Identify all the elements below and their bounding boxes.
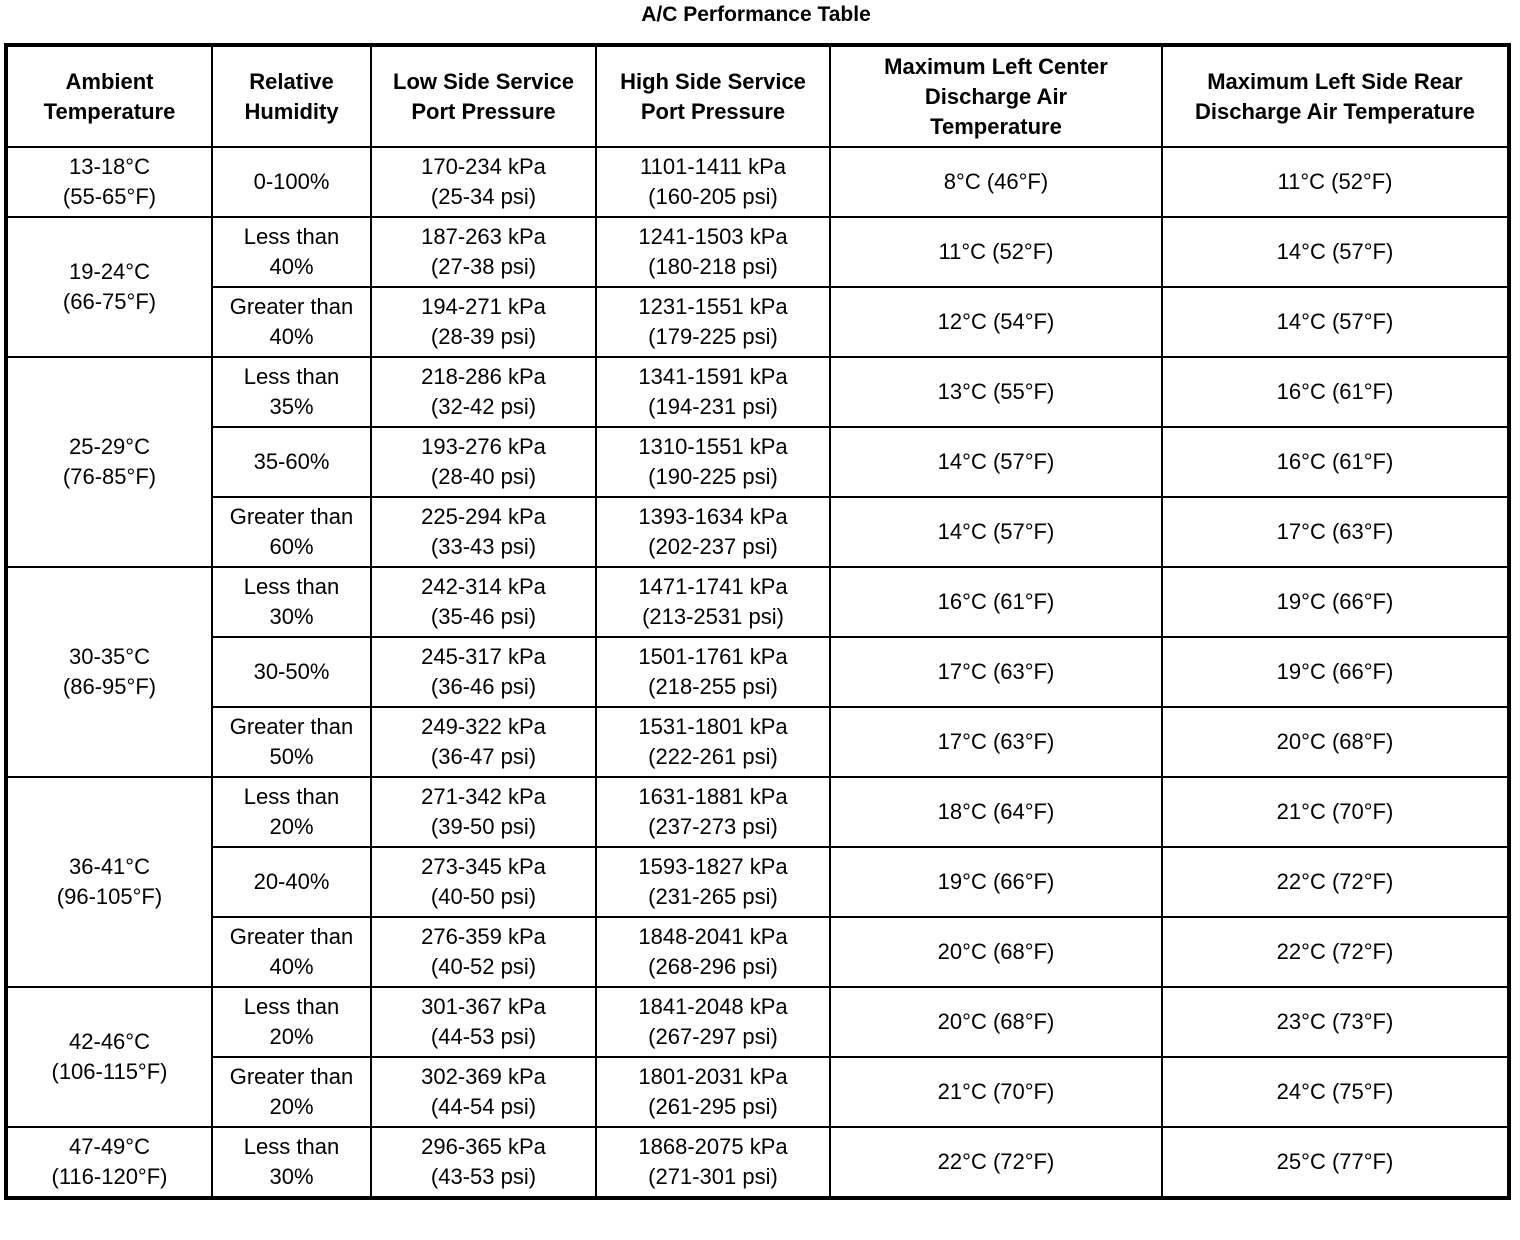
cell-line: 20% [269,814,314,839]
high-side-pressure-cell [596,287,830,357]
table-body [6,147,1509,1198]
cell-line: (180-218 psi) [648,254,778,279]
cell-line: (237-273 psi) [648,814,778,839]
cell-line: 40% [269,324,314,349]
humidity-cell [212,287,371,357]
cell-line: 30% [269,1164,314,1189]
cell-line: (43-53 psi) [430,1164,537,1189]
cell-line: (33-43 psi) [430,534,537,559]
low-side-pressure-cell [371,567,596,637]
cell-line: 249-322 kPa [421,714,546,739]
left-center-discharge-temp-cell: 22°C (72°F) [830,1127,1162,1198]
cell-line: (66-75°F) [62,289,157,314]
cell-line: 1231-1551 kPa [638,294,788,319]
header-ambient-temperature [6,45,212,147]
cell-line: Less than [243,1134,340,1159]
left-center-discharge-temp-cell: 14°C (57°F) [830,427,1162,497]
left-side-rear-discharge-temp-cell: 16°C (61°F) [1162,357,1509,427]
table-row [6,497,1509,567]
cell-line: (271-301 psi) [648,1164,778,1189]
left-side-rear-discharge-temp-cell: 25°C (77°F) [1162,1127,1509,1198]
cell-line: 1241-1503 kPa [638,224,788,249]
cell-line: (267-297 psi) [648,1024,778,1049]
cell-line: Greater than [229,714,354,739]
table-row [6,1057,1509,1127]
cell-line: 20% [269,1094,314,1119]
low-side-pressure-cell [371,777,596,847]
humidity-cell [212,917,371,987]
cell-line: Greater than [229,504,354,529]
cell-line: Temperature [930,113,1062,139]
left-center-discharge-temp-cell: 17°C (63°F) [830,637,1162,707]
cell-line: (106-115°F) [51,1059,168,1084]
low-side-pressure-cell [371,427,596,497]
table-row [6,637,1509,707]
cell-line: 1310-1551 kPa [638,434,788,459]
left-center-discharge-temp-cell: 8°C (46°F) [830,147,1162,217]
high-side-pressure-cell [596,1127,830,1198]
cell-line: 1471-1741 kPa [638,574,788,599]
low-side-pressure-cell [371,917,596,987]
cell-line: (35-46 psi) [430,604,537,629]
cell-line: 301-367 kPa [421,994,546,1019]
high-side-pressure-cell [596,217,830,287]
humidity-cell [212,567,371,637]
humidity-cell [212,987,371,1057]
left-center-discharge-temp-cell: 13°C (55°F) [830,357,1162,427]
header-row [6,45,1509,147]
table-row [6,847,1509,917]
left-side-rear-discharge-temp-cell: 14°C (57°F) [1162,217,1509,287]
table-row [6,217,1509,287]
cell-line: 25-29°C [69,434,150,459]
left-center-discharge-temp-cell: 19°C (66°F) [830,847,1162,917]
ambient-temperature-cell [6,1127,212,1198]
table-row [6,147,1509,217]
ac-performance-table [4,43,1511,1200]
high-side-pressure-cell [596,707,830,777]
header-left-center-discharge-temp [830,45,1162,147]
cell-line: 47-49°C [69,1134,150,1159]
cell-line: (36-47 psi) [430,744,537,769]
table-row [6,777,1509,847]
cell-line: Less than [243,364,340,389]
low-side-pressure-cell [371,637,596,707]
cell-line: (160-205 psi) [648,184,778,209]
humidity-cell [212,637,371,707]
cell-line: 187-263 kPa [421,224,546,249]
high-side-pressure-cell [596,777,830,847]
left-center-discharge-temp-cell: 20°C (68°F) [830,987,1162,1057]
cell-line: (222-261 psi) [648,744,778,769]
ambient-temperature-cell [6,987,212,1127]
cell-line: Greater than [229,294,354,319]
left-center-discharge-temp-cell: 14°C (57°F) [830,497,1162,567]
high-side-pressure-cell [596,917,830,987]
humidity-cell [212,427,371,497]
cell-line: 273-345 kPa [421,854,546,879]
cell-line: Discharge Air [924,83,1068,109]
cell-line: (190-225 psi) [648,464,778,489]
cell-line: 1841-2048 kPa [638,994,788,1019]
table-row [6,1127,1509,1198]
cell-line: 1848-2041 kPa [638,924,788,949]
left-center-discharge-temp-cell: 11°C (52°F) [830,217,1162,287]
cell-line: 19-24°C [69,259,150,284]
cell-line: Temperature [43,98,176,124]
cell-line: (36-46 psi) [430,674,537,699]
cell-line: 242-314 kPa [421,574,546,599]
cell-line: (44-54 psi) [430,1094,537,1119]
cell-line: 36-41°C [69,854,150,879]
cell-line: 218-286 kPa [421,364,546,389]
cell-line: (28-39 psi) [430,324,537,349]
left-side-rear-discharge-temp-cell: 16°C (61°F) [1162,427,1509,497]
humidity-cell [212,147,371,217]
cell-line: 20-40% [253,869,330,894]
left-side-rear-discharge-temp-cell: 11°C (52°F) [1162,147,1509,217]
humidity-cell [212,1127,371,1198]
cell-line: (25-34 psi) [430,184,537,209]
high-side-pressure-cell [596,987,830,1057]
header-high-side-pressure [596,45,830,147]
high-side-pressure-cell [596,427,830,497]
table-row [6,287,1509,357]
table-row [6,707,1509,777]
cell-line: 30-50% [253,659,330,684]
humidity-cell [212,777,371,847]
cell-line: (76-85°F) [62,464,157,489]
cell-line: Greater than [229,1064,354,1089]
cell-line: 296-365 kPa [421,1134,546,1159]
cell-line: (28-40 psi) [430,464,537,489]
cell-line: (202-237 psi) [648,534,778,559]
cell-line: 225-294 kPa [421,504,546,529]
low-side-pressure-cell [371,987,596,1057]
low-side-pressure-cell [371,287,596,357]
cell-line: Greater than [229,924,354,949]
high-side-pressure-cell [596,497,830,567]
cell-line: Humidity [244,98,339,124]
ambient-temperature-cell [6,777,212,987]
table-row [6,567,1509,637]
left-center-discharge-temp-cell: 21°C (70°F) [830,1057,1162,1127]
humidity-cell [212,1057,371,1127]
humidity-cell [212,217,371,287]
left-side-rear-discharge-temp-cell: 19°C (66°F) [1162,637,1509,707]
cell-line: (213-2531 psi) [642,604,784,629]
humidity-cell [212,707,371,777]
cell-line: 276-359 kPa [421,924,546,949]
cell-line: 60% [269,534,314,559]
left-side-rear-discharge-temp-cell: 22°C (72°F) [1162,847,1509,917]
cell-line: 271-342 kPa [421,784,546,809]
cell-line: (27-38 psi) [430,254,537,279]
cell-line: (218-255 psi) [648,674,778,699]
table-row [6,917,1509,987]
table-row [6,357,1509,427]
cell-line: 1801-2031 kPa [638,1064,788,1089]
left-side-rear-discharge-temp-cell: 19°C (66°F) [1162,567,1509,637]
ambient-temperature-cell [6,567,212,777]
high-side-pressure-cell [596,567,830,637]
cell-line: 1593-1827 kPa [638,854,788,879]
cell-line: 1101-1411 kPa [640,154,786,179]
table-row [6,987,1509,1057]
cell-line: Low Side Service [393,68,574,94]
cell-line: Discharge Air Temperature [1195,98,1475,124]
left-center-discharge-temp-cell: 16°C (61°F) [830,567,1162,637]
table-title: A/C Performance Table [641,3,871,26]
left-side-rear-discharge-temp-cell: 21°C (70°F) [1162,777,1509,847]
cell-line: 40% [269,254,314,279]
cell-line: 30-35°C [69,644,150,669]
high-side-pressure-cell [596,1057,830,1127]
low-side-pressure-cell [371,147,596,217]
cell-line: (40-52 psi) [430,954,537,979]
cell-line: Ambient [65,68,154,94]
left-side-rear-discharge-temp-cell: 17°C (63°F) [1162,497,1509,567]
high-side-pressure-cell [596,637,830,707]
left-side-rear-discharge-temp-cell: 23°C (73°F) [1162,987,1509,1057]
left-side-rear-discharge-temp-cell: 20°C (68°F) [1162,707,1509,777]
low-side-pressure-cell [371,1127,596,1198]
cell-line: 245-317 kPa [421,644,546,669]
ambient-temperature-cell [6,147,212,217]
cell-line: (194-231 psi) [648,394,778,419]
cell-line: Less than [243,574,340,599]
header-low-side-pressure [371,45,596,147]
cell-line: Port Pressure [640,98,786,124]
cell-line: (116-120°F) [51,1164,168,1189]
low-side-pressure-cell [371,217,596,287]
cell-line: Maximum Left Side Rear [1207,68,1463,94]
header-relative-humidity [212,45,371,147]
cell-line: 193-276 kPa [421,434,546,459]
cell-line: (179-225 psi) [648,324,778,349]
table-row [6,427,1509,497]
cell-line: Less than [243,224,340,249]
low-side-pressure-cell [371,357,596,427]
left-center-discharge-temp-cell: 17°C (63°F) [830,707,1162,777]
cell-line: 50% [269,744,314,769]
cell-line: 13-18°C [69,154,150,179]
high-side-pressure-cell [596,847,830,917]
cell-line: Less than [243,784,340,809]
cell-line: Relative [249,68,334,94]
cell-line: (86-95°F) [62,674,157,699]
high-side-pressure-cell [596,147,830,217]
cell-line: (231-265 psi) [648,884,778,909]
cell-line: Less than [243,994,340,1019]
low-side-pressure-cell [371,707,596,777]
cell-line: (261-295 psi) [648,1094,778,1119]
cell-line: 302-369 kPa [421,1064,546,1089]
cell-line: 35% [269,394,314,419]
cell-line: 194-271 kPa [421,294,546,319]
left-center-discharge-temp-cell: 12°C (54°F) [830,287,1162,357]
cell-line: 1393-1634 kPa [638,504,788,529]
low-side-pressure-cell [371,1057,596,1127]
cell-line: 30% [269,604,314,629]
cell-line: (40-50 psi) [430,884,537,909]
left-side-rear-discharge-temp-cell: 14°C (57°F) [1162,287,1509,357]
cell-line: (268-296 psi) [648,954,778,979]
cell-line: (39-50 psi) [430,814,537,839]
ambient-temperature-cell [6,217,212,357]
cell-line: Maximum Left Center [884,53,1108,79]
humidity-cell [212,357,371,427]
high-side-pressure-cell [596,357,830,427]
cell-line: 40% [269,954,314,979]
left-center-discharge-temp-cell: 18°C (64°F) [830,777,1162,847]
cell-line: 20% [269,1024,314,1049]
cell-line: 42-46°C [69,1029,150,1054]
humidity-cell [212,497,371,567]
ambient-temperature-cell [6,357,212,567]
cell-line: (96-105°F) [56,884,163,909]
cell-line: 35-60% [253,449,330,474]
cell-line: 170-234 kPa [421,154,546,179]
cell-line: (32-42 psi) [430,394,537,419]
cell-line: 0-100% [253,169,330,194]
cell-line: 1501-1761 kPa [638,644,788,669]
humidity-cell [212,847,371,917]
cell-line: 1341-1591 kPa [638,364,788,389]
cell-line: (55-65°F) [62,184,157,209]
low-side-pressure-cell [371,497,596,567]
cell-line: (44-53 psi) [430,1024,537,1049]
left-side-rear-discharge-temp-cell: 22°C (72°F) [1162,917,1509,987]
cell-line: High Side Service [620,68,806,94]
left-center-discharge-temp-cell: 20°C (68°F) [830,917,1162,987]
header-left-side-rear-discharge-temp [1162,45,1509,147]
cell-line: 1868-2075 kPa [638,1134,788,1159]
cell-line: 1531-1801 kPa [638,714,788,739]
cell-line: Port Pressure [411,98,556,124]
left-side-rear-discharge-temp-cell: 24°C (75°F) [1162,1057,1509,1127]
cell-line: 1631-1881 kPa [638,784,788,809]
low-side-pressure-cell [371,847,596,917]
